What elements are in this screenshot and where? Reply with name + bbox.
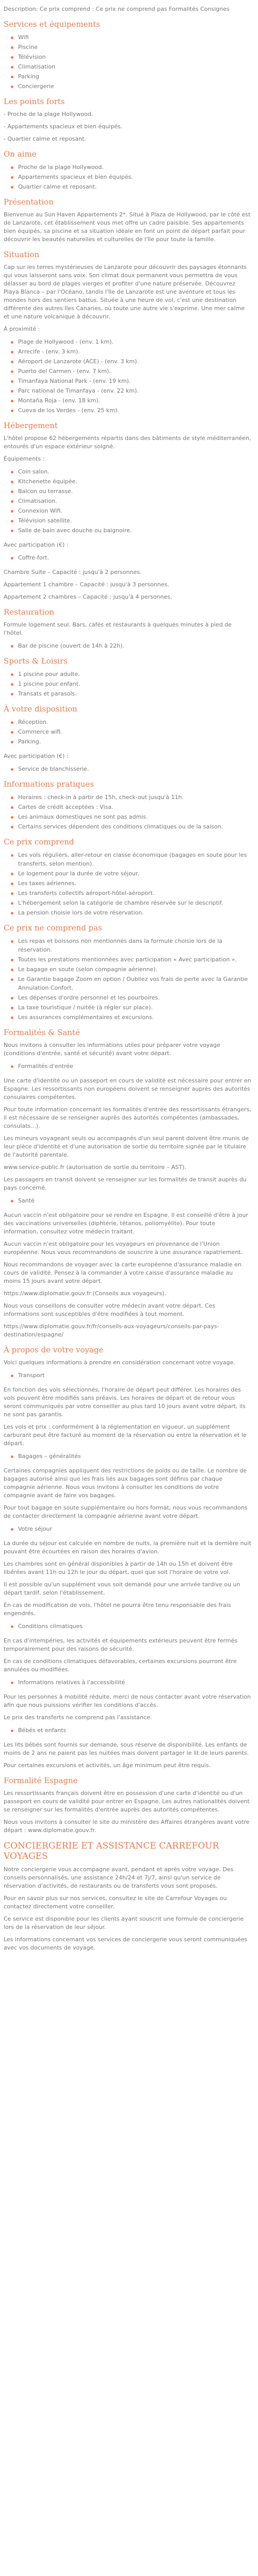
list-item: Les transferts collectifs aéroport-hôtel-aéroport. xyxy=(10,889,251,897)
proximite-list xyxy=(4,337,251,415)
list-item: La taxe touristique / nuitée (à régler sur place). xyxy=(10,1003,251,1012)
list-item: Quartier calme et reposant. xyxy=(10,182,251,191)
hebergement-title: Hébergement xyxy=(4,421,58,430)
list-item: Transport xyxy=(10,1371,251,1380)
paragraph: Nous vous conseillons de consulter votre médecin avant votre départ. Ces informations sont susceptibles d'être modifiées à tout moment. xyxy=(4,1302,216,1317)
list-item: Bébés et enfants xyxy=(10,1726,251,1735)
formalites-title: Formalités & Santé xyxy=(4,1028,80,1037)
list-item: Télévision xyxy=(10,53,251,61)
list-item: Montaña Roja - (env. 18 km). xyxy=(10,396,251,405)
climat-label-list xyxy=(4,1622,251,1631)
disposition-list xyxy=(4,718,251,746)
participation-list xyxy=(4,553,251,562)
list-item: Certains services dépendent des conditions climatiques ou de la saison. xyxy=(10,822,251,831)
paragraph: Nous recommandons de voyager avec la carte européenne d'assurance maladie en cours de validité. Pensez à la commander à votre caisse d'assurance maladie au moins 15 jours avant votre départ. xyxy=(4,1261,241,1284)
equipements-label: Équipements : xyxy=(4,455,45,462)
paragraph: Pour en savoir plus sur nos services, consultez le site de Carrefour Voyages ou contactez directement votre conseiller. xyxy=(4,1895,227,1910)
apropos-section xyxy=(4,1345,251,1770)
sejour-label-list xyxy=(4,1524,251,1533)
room-type: Appartement 2 chambres – Capacité : jusqu'à 4 personnes. xyxy=(4,594,172,600)
paragraph: Les chambres sont en général disponibles à partir de 14h ou 15h et doivent être libérées avant 11h ou 12h le jour du départ, quel que soit l'horaire de votre vol. xyxy=(4,1561,233,1575)
list-item: Les repas et boissons non mentionnés dans la formule choisie lors de la réservation. xyxy=(10,937,251,954)
list-item: Votre séjour xyxy=(10,1524,251,1533)
equipements-list xyxy=(4,467,251,535)
list-item: Toutes les prestations mentionnées avec participation « Avec participation ». xyxy=(10,955,251,964)
list-item: Le Garantie bagage Zoom en option / Oubliez vos frais de perte avec la Garantie Annulation Confort. xyxy=(10,975,251,992)
restauration-section xyxy=(4,607,251,650)
ne-comprend-pas-title: Ce prix ne comprend pas xyxy=(4,923,102,933)
list-item: Connexion Wifi. xyxy=(10,506,251,515)
avec-participation-label: Avec participation (€) : xyxy=(4,753,69,759)
paragraph: Aucun vaccin n'est obligatoire pour les voyageurs en provenance de l'Union européenne. Nous vous recommandons de souscrire à une assurance rapatriement. xyxy=(4,1241,243,1256)
sports-section xyxy=(4,656,251,698)
paragraph: Les mineurs voyageant seuls ou accompagnés d'un seul parent doivent être munis de leur pièce d'identité et d'une autorisation de sortie du territoire signée par le titulaire de l'autorité parentale. xyxy=(4,1135,249,1158)
comprend-section xyxy=(4,837,251,917)
paragraph: Le prix des transferts ne comprend pas l'assistance. xyxy=(4,1714,152,1721)
list-item: Le logement pour la durée de votre séjour. xyxy=(10,869,251,878)
intro-text: Description: Ce prix comprend : Ce prix ne comprend pas Formalités Consignes xyxy=(4,6,230,12)
list-item: 1 piscine pour adulte. xyxy=(10,670,251,679)
formalites-label-list xyxy=(4,1062,251,1071)
transport-label-list xyxy=(4,1371,251,1380)
disposition-title: À votre disposition xyxy=(4,704,77,714)
formalites-section xyxy=(4,1028,251,1339)
list-item: Les assurances complémentaires et excursions. xyxy=(10,1013,251,1022)
conciergerie-section xyxy=(4,1841,251,1952)
list-item: Commerce wifi. xyxy=(10,727,251,736)
sports-title: Sports & Loisirs xyxy=(4,656,68,666)
list-item: Coffre-fort. xyxy=(10,553,251,562)
list-item: Horaires : check-in à partir de 15h, check-out jusqu'à 11h. xyxy=(10,793,251,802)
list-item: Service de blanchisserie. xyxy=(10,765,251,773)
bagages-label-list xyxy=(4,1452,251,1461)
ne-comprend-pas-list xyxy=(4,937,251,1022)
list-item: Coin salon. xyxy=(10,467,251,476)
paragraph: Il est possible qu'un supplément vous soit demandé pour une arrivée tardive ou un départ tardif, selon l'établissement. xyxy=(4,1581,240,1596)
hebergement-text: L'hôtel propose 62 hébergements répartis dans des bâtiments de style méditerranéen, entourés d'un espace extérieur soigné. xyxy=(4,435,251,450)
list-item: Conciergerie xyxy=(10,82,251,91)
proximite-label: À proximité : xyxy=(4,326,40,332)
list-item: Timanfaya National Park - (env. 19 km). xyxy=(10,377,251,385)
apropos-title: À propos de votre voyage xyxy=(4,1345,104,1354)
comprend-list xyxy=(4,851,251,917)
points-forts-section xyxy=(4,97,251,143)
list-item: Balcon ou terrasse. xyxy=(10,487,251,496)
paragraph: Certaines compagnies appliquent des restrictions de poids ou de taille. Le nombre de bagages autorisé ainsi que les frais liés aux bagages sont définis par chaque compagnie aérienne. Nous vous invitons à consulter les conditions de votre compagnie avant de faire vos bagages. xyxy=(4,1467,247,1499)
conciergerie-title: CONCIERGERIE ET ASSISTANCE CARREFOUR VOYAGES xyxy=(4,1841,219,1861)
paragraph: En cas de conditions climatiques défavorables, certaines excursions pourront être annulées ou modifiées. xyxy=(4,1658,237,1673)
situation-title: Situation xyxy=(4,250,40,259)
list-item: Les taxes aériennes. xyxy=(10,879,251,888)
paragraph: https://www.diplomatie.gouv.fr (Conseils aux voyageurs). xyxy=(4,1290,167,1297)
presentation-title: Présentation xyxy=(4,197,54,207)
list-item: Appartements spacieux et bien équipés. xyxy=(10,173,251,181)
accessibilite-label-list xyxy=(4,1678,251,1687)
on-aime-title: On aime xyxy=(4,149,37,159)
paragraph: Ce service est disponible pour les clients ayant souscrit une formule de conciergerie lors de la réservation de leur séjour. xyxy=(4,1916,244,1930)
list-item: Parking xyxy=(10,72,251,81)
paragraph: Voici quelques informations à prendre en considération concernant votre voyage. xyxy=(4,1359,235,1366)
list-item: 1 piscine pour enfant. xyxy=(10,680,251,688)
paragraph: En cas d'intempéries, les activités et équipements extérieurs peuvent être fermés temporairement pour des raisons de sécurité. xyxy=(4,1637,238,1652)
list-item: Proche de la plage Hollywood. xyxy=(10,163,251,172)
points-forts-line: - Proche de la plage Hollywood. xyxy=(4,111,93,117)
paragraph: Les passagers en transit doivent se renseigner sur les formalités de transit auprès du pays concerné. xyxy=(4,1176,247,1191)
paragraph: Pour tout bagage en soute supplémentaire ou hors format, nous vous recommandons de contacter directement la compagnie aérienne avant votre départ. xyxy=(4,1504,248,1519)
sports-list xyxy=(4,670,251,698)
list-item: Santé xyxy=(10,1196,251,1205)
list-item: Les vols réguliers, aller-retour en classe économique (bagages en soute pour les transferts, selon mention). xyxy=(10,851,251,868)
list-item: Cueva de los Verdes - (env. 25 km). xyxy=(10,406,251,415)
list-item: Cartes de crédit acceptées : Visa. xyxy=(10,803,251,811)
services-title: Services et équipements xyxy=(4,20,100,29)
situation-text: Cap sur les terres mystérieuses de Lanzarote pour découvrir des paysages étonnants qui vous laisseront sans voix. Son climat doux permanent vous permettra de vous délasser au bord de plages vierges et profiter d'une nature préservée. Découvrez Playa Blanca – par l'Océano, tandis l'île de Lanzarote est une aventure et tous les mondes hors des sentiers battus. Située à une heure de vol, c'est une destination différente des autres îles Canaries, où toute une autre vie s'exprime. Une mer calme et une nature volcanique à découvrir. xyxy=(4,264,247,320)
sante-label-list xyxy=(4,1196,251,1205)
paragraph: www.service-public.fr (autorisation de sortie du territoire – AST). xyxy=(4,1164,186,1171)
list-item: Kitchenette équipée. xyxy=(10,477,251,486)
info-section xyxy=(4,779,251,831)
points-forts-line: - Quartier calme et reposant. xyxy=(4,135,86,142)
paragraph: Aucun vaccin n'est obligatoire pour se rendre en Espagne. Il est conseillé d'être à jour des vaccinations universelles (diphtérie, tétanos, poliomyélite). Pour toute information, consultez votre médecin traitant. xyxy=(4,1212,248,1235)
info-title: Informations pratiques xyxy=(4,779,94,789)
services-list xyxy=(4,33,251,91)
list-item: Bar de piscine (ouvert de 14h à 22h). xyxy=(10,641,251,650)
formalite-espagne-section xyxy=(4,1776,251,1835)
on-aime-section xyxy=(4,149,251,191)
formalite-espagne-title: Formalité Espagne xyxy=(4,1776,78,1785)
list-item: L'hébergement selon la catégorie de chambre réservée sur le descriptif. xyxy=(10,899,251,907)
presentation-section xyxy=(4,197,251,244)
page-content xyxy=(4,5,251,1956)
list-item: Réception. xyxy=(10,718,251,726)
avec-participation-label: Avec participation (€) : xyxy=(4,541,69,548)
list-item: Les dépenses d'ordre personnel et les pourboires. xyxy=(10,993,251,1002)
restauration-title: Restauration xyxy=(4,607,55,617)
paragraph: Les informations concernant vos services de conciergerie vous seront communiquées avec vos documents de voyage. xyxy=(4,1936,248,1951)
list-item: Parc national de Timanfaya - (env. 22 km). xyxy=(10,386,251,395)
disposition-section xyxy=(4,704,251,773)
comprend-title: Ce prix comprend xyxy=(4,837,74,846)
services-section xyxy=(4,20,251,91)
enfants-label-list xyxy=(4,1726,251,1735)
list-item: Télévision satellite. xyxy=(10,516,251,525)
paragraph: Notre conciergerie vous accompagne avant, pendant et après votre voyage. Des conseils personnalisés, une assistance 24h/24 et 7j/7, ainsi qu'un service de réservation d'activités, de restaurants ou de transferts vous sont proposés. xyxy=(4,1866,234,1889)
paragraph: Pour certaines excursions et activités, un âge minimum peut être requis. xyxy=(4,1762,211,1769)
on-aime-list xyxy=(4,163,251,191)
paragraph: Nous invitons à consulter les informations utiles pour préparer votre voyage (conditions d'entrée, santé et sécurité) avant votre départ. xyxy=(4,1042,220,1057)
paragraph: https://www.diplomatie.gouv.fr/fr/conseils-aux-voyageurs/conseils-par-pays-destination/espagne/ xyxy=(4,1323,219,1338)
presentation-text: Bienvenue au Sun Haven Appartements 2*. Situé à Plaza de Hollywood, par le côté est de Lanzarote, cet établissement vous met offre un cadre paisible. Ses appartements bien équipés, sa piscine et sa situation idéale en font un point de départ parfait pour découvrir les beautés naturelles et culturelles de l'île pour toute la famille. xyxy=(4,211,251,243)
list-item: Climatisation xyxy=(10,62,251,71)
room-type: Chambre Suite – Capacité : jusqu'à 2 personnes. xyxy=(4,569,142,575)
restauration-list xyxy=(4,641,251,650)
paragraph: Nous vous invitons à consulter le site du ministère des Affaires étrangères avant votre départ : www.diplomatie.gouv.fr. xyxy=(4,1819,250,1834)
room-type: Appartement 1 chambre – Capacité : jusqu'à 3 personnes. xyxy=(4,581,169,588)
paragraph: La durée du séjour est calculée en nombre de nuits, la première nuit et la dernière nuit pouvant être écourtées en raison des horaires d'avion. xyxy=(4,1540,251,1555)
paragraph: Les lits bébés sont fournis sur demande, sous réserve de disponibilité. Les enfants de moins de 2 ans ne paient pas les nuitées mais doivent partager le lit de leurs parents. xyxy=(4,1741,249,1756)
list-item: Puerto del Carmen - (env. 7 km). xyxy=(10,367,251,376)
paragraph: Les vols et prix : conformément à la réglementation en vigueur, un supplément carburant peut être facturé au moment de la réservation ou entre la réservation et le départ. xyxy=(4,1423,247,1447)
list-item: Climatisation. xyxy=(10,497,251,505)
list-item: Bagages – généralités xyxy=(10,1452,251,1461)
points-forts-title: Les points forts xyxy=(4,97,65,106)
paragraph: Une carte d'identité ou un passeport en cours de validité est nécessaire pour entrer en Espagne. Les ressortissants non européens doivent se renseigner auprès des autorités consulaires compétentes. xyxy=(4,1077,251,1100)
list-item: Arrecife - (env. 3 km). xyxy=(10,347,251,356)
list-item: Plage de Hollywood - (env. 1 km). xyxy=(10,337,251,346)
list-item: Aéroport de Lanzarote (ACE) - (env. 3 km). xyxy=(10,357,251,366)
list-item: Le bagage en soute (selon compagnie aérienne). xyxy=(10,965,251,974)
restauration-text: Formule logement seul. Bars, cafés et restaurants à quelques minutes à pied de l'hôtel. xyxy=(4,621,232,636)
list-item: Wifi xyxy=(10,33,251,42)
ne-comprend-pas-section xyxy=(4,923,251,1022)
list-item: La pension choisie lors de votre réservation. xyxy=(10,908,251,917)
list-item: Parking. xyxy=(10,737,251,746)
info-list xyxy=(4,793,251,831)
list-item: Informations relatives à l'accessibilité xyxy=(10,1678,251,1687)
paragraph: Pour toute information concernant les formalités d'entrée des ressortissants étrangers, il est nécessaire de se renseigner auprès des autorités compétentes (ambassades, consulats...). xyxy=(4,1106,251,1129)
disposition-paid-list xyxy=(4,765,251,773)
paragraph: En cas de modification de vols, l'hôtel ne pourra être tenu responsable des frais engendrés. xyxy=(4,1602,231,1617)
paragraph: En fonction des vols sélectionnés, l'horaire de départ peut différer. Les horaires des vols peuvent être modifiés sans préavis. Les horaires de départ et de retour vous seront communiqués par votre conseiller au plus tard 10 jours avant votre départ, ils ne sont pas garantis. xyxy=(4,1386,246,1418)
paragraph: Les ressortissants français doivent être en possession d'une carte d'identité ou d'un passeport en cours de validité pour entrer en Espagne. Les autres nationalités doivent se renseigner sur les formalités d'entrée auprès des autorités compétentes. xyxy=(4,1790,250,1813)
points-forts-line: - Appartements spacieux et bien équipés. xyxy=(4,123,123,130)
list-item: Salle de bain avec douche ou baignoire. xyxy=(10,526,251,535)
situation-section xyxy=(4,250,251,415)
hebergement-section xyxy=(4,421,251,601)
list-item: Les animaux domestiques ne sont pas admis. xyxy=(10,812,251,821)
list-item: Transats et parasols. xyxy=(10,689,251,698)
list-item: Piscine xyxy=(10,43,251,52)
paragraph: Pour les personnes à mobilité réduite, merci de nous contacter avant votre réservation afin que nous puissions vérifier les conditions d'accès. xyxy=(4,1693,251,1708)
list-item: Formalités d'entrée xyxy=(10,1062,251,1071)
list-item: Conditions climatiques xyxy=(10,1622,251,1631)
